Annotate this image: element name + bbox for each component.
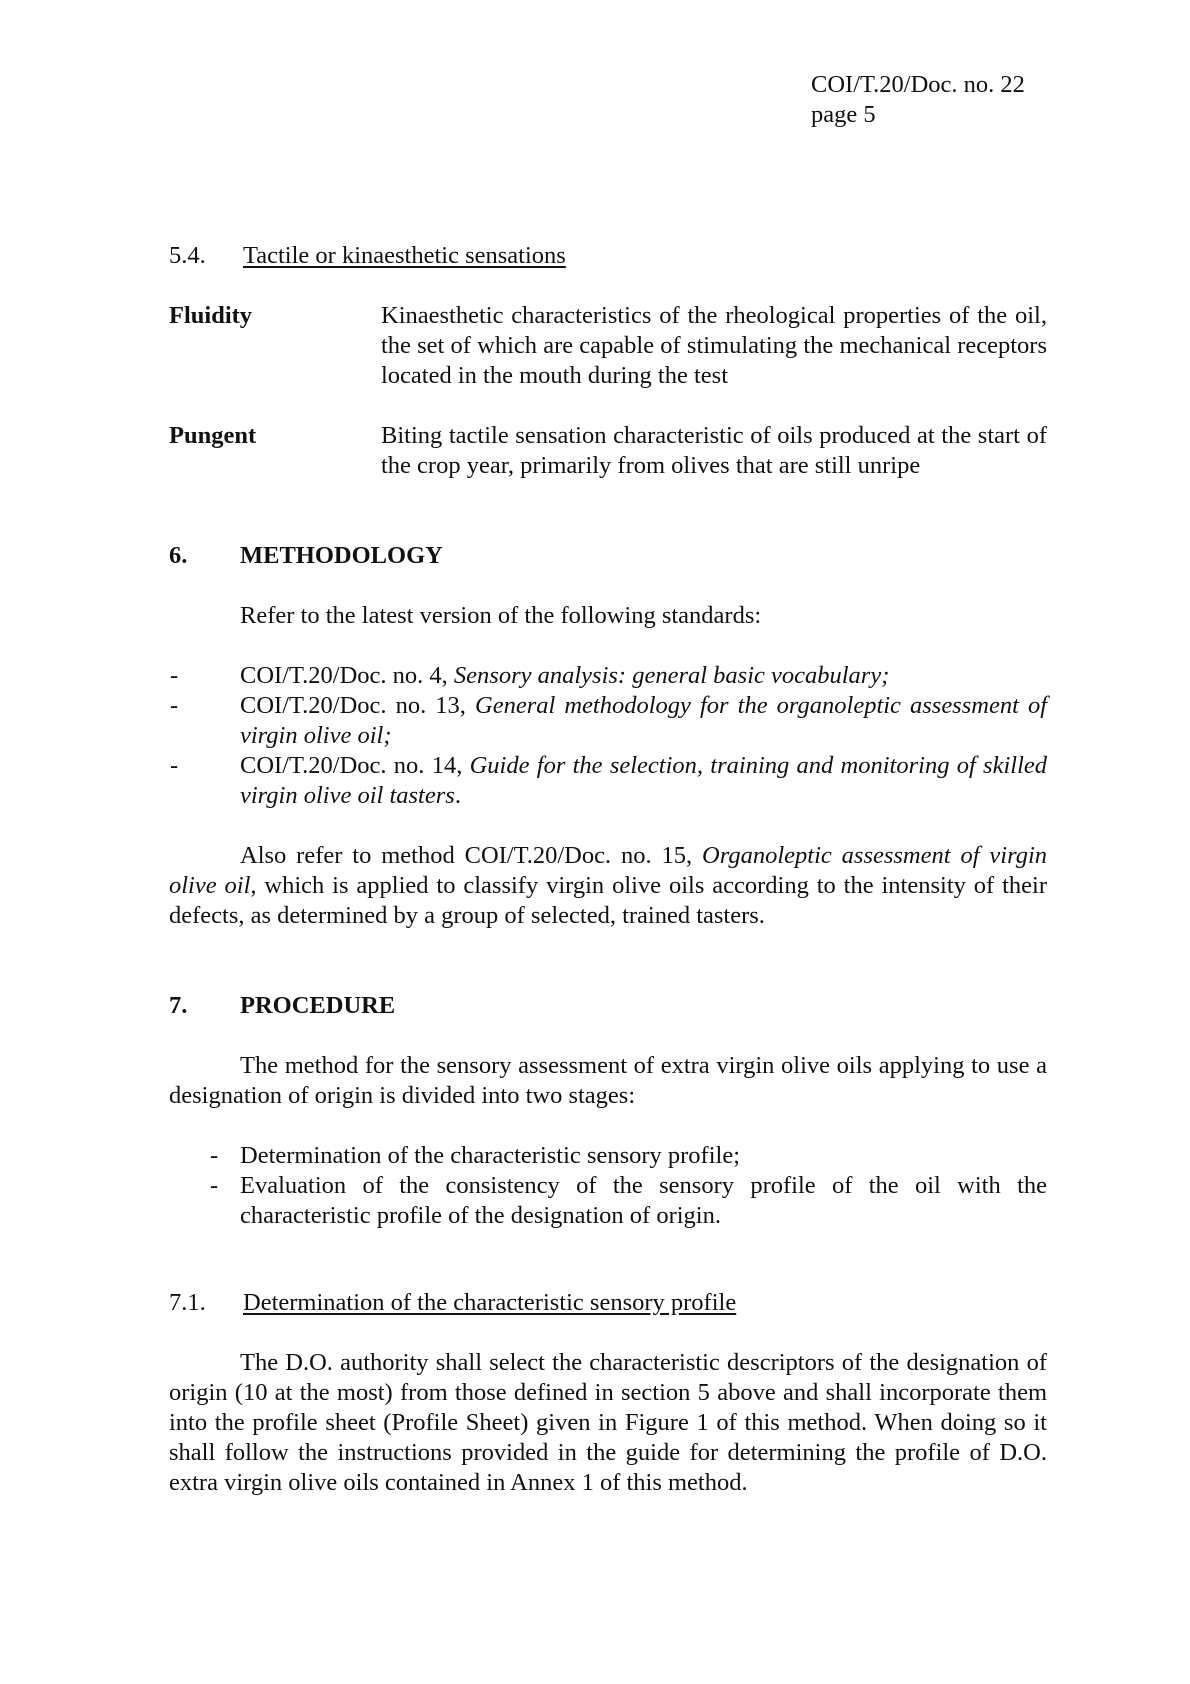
list-dash: - (170, 692, 179, 719)
document-reference: COI/T.20/Doc. no. 22 (811, 71, 1025, 98)
standard-title: Sensory analysis: general basic vocabulary; (453, 662, 890, 689)
page-number: page 5 (811, 101, 876, 128)
page-header (811, 70, 1025, 130)
list-dash: - (170, 752, 179, 779)
standard-ref: COI/T.20/Doc. no. 14, (240, 752, 463, 779)
standard-title: Guide for the selection, training and monitoring of skilled virgin olive oil tasters (240, 752, 1048, 809)
standard-ref: COI/T.20/Doc. no. 4, (240, 662, 448, 689)
list-dash: - (210, 1172, 219, 1199)
procedure-stage-2: Evaluation of the consistency of the sensory profile of the oil with the characteristic profile of the designation of origin. (240, 1172, 1047, 1229)
standard-item-doc13 (240, 691, 1047, 751)
standard-title: General methodology for the organoleptic assessment of virgin olive oil; (240, 692, 1048, 749)
section-7-title: PROCEDURE (240, 992, 396, 1019)
standard-item-doc14 (240, 751, 1047, 811)
section-5-4-title: Tactile or kinaesthetic sensations (243, 242, 566, 269)
definition-text-fluidity: Kinaesthetic characteristics of the rheological properties of the oil, the set of which are capable of stimulating the mechanical receptors located in the mouth during the test (381, 302, 1047, 389)
section-6-number: 6. (169, 542, 188, 569)
standard-ref: COI/T.20/Doc. no. 13, (240, 692, 466, 719)
section-6-intro: Refer to the latest version of the following standards: (240, 602, 762, 629)
section-6-also-refer-paragraph (169, 841, 1047, 931)
definition-term-pungent: Pungent (169, 422, 257, 449)
definition-term-fluidity: Fluidity (169, 302, 253, 329)
section-7-1-title: Determination of the characteristic sensory profile (243, 1289, 737, 1316)
list-dash: - (210, 1142, 219, 1169)
procedure-stage-1: Determination of the characteristic sensory profile; (240, 1142, 741, 1169)
also-refer-pre: Also refer to method COI/T.20/Doc. no. 15, (240, 842, 693, 869)
definition-text-pungent: Biting tactile sensation characteristic of oils produced at the start of the crop year, primarily from olives that are still unripe (381, 422, 1047, 479)
section-5-4-number: 5.4. (169, 242, 206, 269)
section-7-1-number: 7.1. (169, 1289, 206, 1316)
standard-item-doc4 (240, 661, 1047, 691)
list-dash: - (170, 662, 179, 689)
standard-tail: . (454, 782, 461, 809)
also-refer-title: Organoleptic assessment of virgin olive oil (169, 842, 1048, 899)
section-7-1-body: The D.O. authority shall select the characteristic descriptors of the designation of origin (10 at the most) from those defined in section 5 above and shall incorporate them into the profile sheet (Profile Sheet) given in Figure 1 of this method. When doing so it shall follow the instructions provided in the guide for determining the profile of D.O. extra virgin olive oils contained in Annex 1 of this method. (169, 1349, 1047, 1496)
also-refer-post: , which is applied to classify virgin olive oils according to the intensity of their defects, as determined by a group of selected, trained tasters. (169, 872, 1047, 929)
section-7-number: 7. (169, 992, 188, 1019)
section-7-intro: The method for the sensory assessment of extra virgin olive oils applying to use a designation of origin is divided into two stages: (169, 1052, 1047, 1109)
section-6-title: METHODOLOGY (240, 542, 443, 569)
